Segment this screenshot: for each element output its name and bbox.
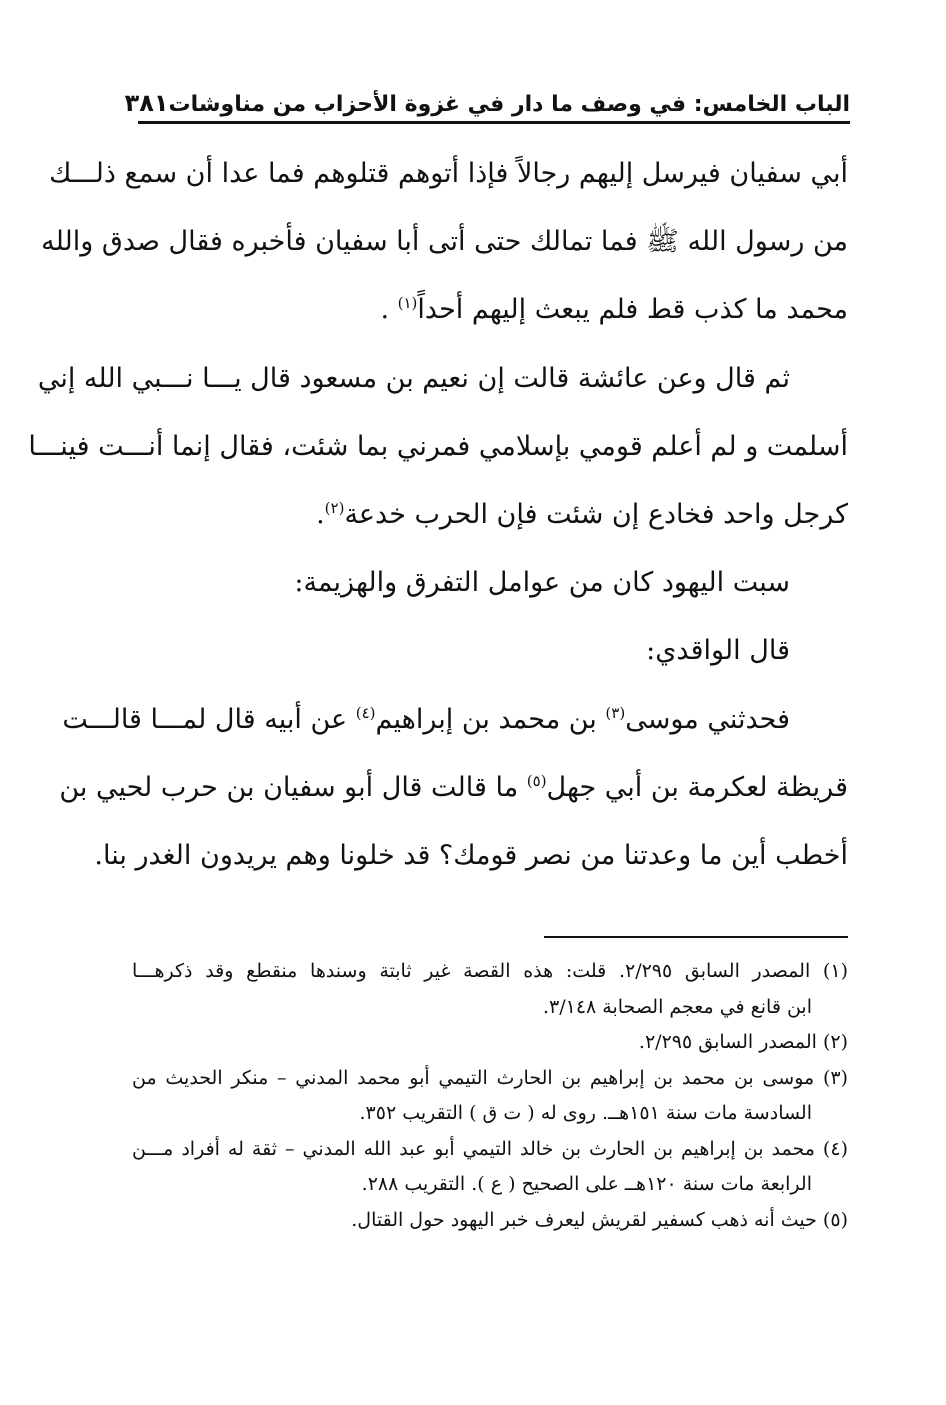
footnote-line: (٤) محمد بن إبراهيم بن الحارث بن خالد التيمي أبو عبد الله المدني – ثقة له أفراد مـــن [132, 1137, 848, 1160]
chapter-title: الباب الخامس: في وصف ما دار في غزوة الأحزاب من مناوشات [168, 92, 850, 117]
footnote-line: (٣) موسى بن محمد بن إبراهيم بن الحارث التيمي أبو محمد المدني – منكر الحديث من [132, 1066, 848, 1089]
text-line: محمد ما كذب قط فلم يبعث إليهم أحداً$^{(١)}$ . [380, 294, 848, 326]
text-line: ثم قال وعن عائشة قالت إن نعيم بن مسعود قال يـــا نـــبي الله إني [37, 362, 790, 394]
footnote-line: (٥) حيث أنه ذهب كسفير لقريش ليعرف خبر اليهود حول القتال. [351, 1208, 848, 1231]
footnote-reference[interactable]: (١) [397, 294, 418, 313]
footnote-line: الرابعة مات سنة ١٢٠هــ على الصحيح ( ع ). التقريب ٢٨٨. [361, 1173, 812, 1195]
footnote-reference[interactable]: (٥) [526, 771, 547, 790]
text-line: أخطب أين ما وعدتنا من نصر قومك؟ قد خلونا وهم يريدون الغدر بنا. [94, 839, 848, 871]
text-line: أبي سفيان فيرسل إليهم رجالاً فإذا أتوهم قتلوهم فما عدا أن سمع ذلـــك [49, 158, 848, 189]
text-line: كرجل واحد فخادع إن شئت فإن الحرب خدعة$^{(٢)}$. [316, 498, 848, 530]
footnote-line: (١) المصدر السابق ٢/٢٩٥. قلت: هذه القصة غير ثابتة وسندها منقطع وقد ذكرهـــا [132, 960, 848, 982]
footnote-reference[interactable]: (٣) [605, 703, 626, 722]
running-header [124, 88, 850, 124]
section-heading: سبت اليهود كان من عوامل التفرق والهزيمة: [294, 567, 790, 599]
footnote-separator [544, 936, 848, 938]
page-number: ٣٨١ [124, 89, 169, 117]
footnotes [132, 954, 848, 1238]
footnote-line: ابن قانع في معجم الصحابة ٣/١٤٨. [542, 995, 812, 1018]
footnote-reference[interactable]: (٢) [324, 498, 345, 517]
text-line: فحدثني موسى$^{(٣)}$ بن محمد بن إبراهيم$^{(٤)}$ عن أبيه قال لمـــا قالـــت [62, 703, 790, 735]
text-line: من رسول الله ﷺ فما تمالك حتى أتى أبا سفيان فأخبره فقال صدق والله [41, 226, 848, 258]
footnote-line: السادسة مات سنة ١٥١هــ. روى له ( ت ق ) التقريب ٣٥٢. [359, 1102, 812, 1124]
footnote-reference[interactable]: (٤) [355, 703, 376, 722]
main-text [28, 140, 848, 890]
section-heading: قال الواقدي: [646, 635, 790, 667]
text-line: أسلمت و لم أعلم قومي بإسلامي فمرني بما شئت، فقال إنما أنـــت فينـــا [28, 430, 848, 462]
footnote-line: (٢) المصدر السابق ٢/٢٩٥. [638, 1031, 848, 1053]
text-line: قريظة لعكرمة بن أبي جهل$^{(٥)}$ ما قالت قال أبو سفيان بن حرب لحيي بن [59, 771, 848, 803]
